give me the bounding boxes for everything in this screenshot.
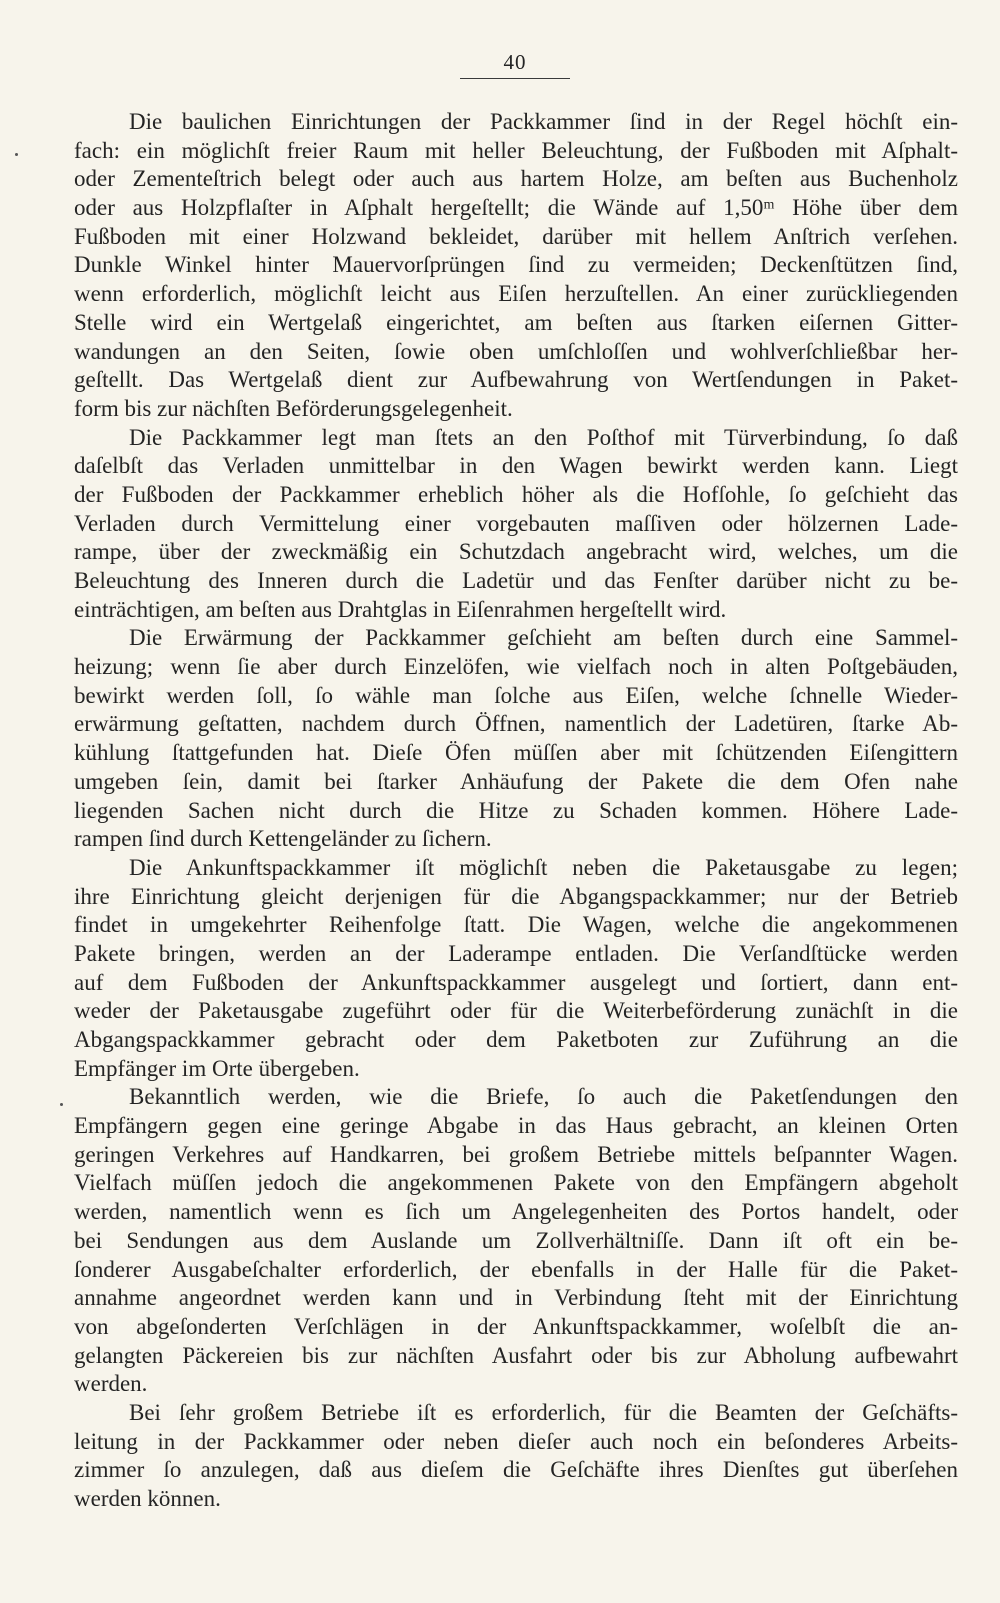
text-line: Vielfach müſſen jedoch die angekommenen Pakete von den Empfängern abgeholt	[74, 1170, 958, 1196]
text-line: rampe, über der zweckmäßig ein Schutzdach angebracht wird, welches, um die	[74, 539, 958, 565]
text-line: werden können.	[74, 1486, 221, 1511]
text-line: Verladen durch Vermittelung einer vorgebauten maſſiven oder hölzernen Lade-	[74, 510, 958, 536]
text-line: form bis zur nächſten Beförderungsgelegenheit.	[74, 395, 513, 421]
text-line: bewirkt werden ſoll, ſo wähle man ſolche aus Eiſen, welche ſchnelle Wieder-	[74, 682, 958, 708]
text-line: heizung; wenn ſie aber durch Einzelöfen, wie vielfach noch in alten Poſtgebäuden,	[74, 654, 958, 680]
text-line: kühlung ſtattgefunden hat. Dieſe Öfen müſſen aber mit ſchützenden Eiſengittern	[74, 740, 958, 766]
text-line: daſelbſt das Verladen unmittelbar in den Wagen bewirkt werden kann. Liegt	[74, 453, 958, 479]
text-line: werden.	[74, 1371, 148, 1397]
text-line: umgeben ſein, damit bei ſtarker Anhäufung der Pakete die dem Ofen nahe	[74, 768, 958, 794]
text-line: weder der Paketausgabe zugeführt oder für die Weiterbeförderung zunächſt in die	[74, 998, 958, 1024]
text-line: leitung in der Packkammer oder neben dieſer auch noch ein beſonderes Arbeits-	[74, 1428, 958, 1454]
text-line: Fußboden mit einer Holzwand bekleidet, darüber mit hellem Anſtrich verſehen.	[74, 223, 958, 249]
text-line: oder Zementeſtrich belegt oder auch aus hartem Holze, am beſten aus Buchenholz	[74, 166, 958, 192]
text-line: Empfänger im Orte übergeben.	[74, 1055, 360, 1081]
text-line: wandungen an den Seiten, ſowie oben umſchloſſen und wohlverſchließbar her-	[74, 338, 958, 364]
text-line: von abgeſonderten Verſchlägen in der Ankunftspackkammer, woſelbſt die an-	[74, 1313, 958, 1339]
text-line: werden, namentlich wenn es ſich um Angelegenheiten des Portos handelt, oder	[74, 1199, 958, 1225]
text-line: rampen ſind durch Kettengeländer zu ſichern.	[74, 826, 492, 852]
text-line: wenn erforderlich, möglichſt leicht aus Eiſen herzuſtellen. An einer zurückliegenden	[74, 281, 958, 307]
text-line: annahme angeordnet werden kann und in Verbindung ſteht mit der Einrichtung	[74, 1285, 958, 1311]
text-line: Pakete bringen, werden an der Laderampe entladen. Die Verſandſtücke werden	[74, 940, 958, 966]
text-line: bei Sendungen aus dem Auslande um Zollverhältniſſe. Dann iſt oft ein be-	[74, 1227, 958, 1253]
text-line: Abgangspackkammer gebracht oder dem Paketboten zur Zuführung an die	[74, 1027, 958, 1052]
text-line: gelangten Päckereien bis zur nächſten Ausfahrt oder bis zur Abholung aufbewahrt	[74, 1342, 958, 1368]
text-line: geſtellt. Das Wertgelaß dient zur Aufbewahrung von Wertſendungen in Paket-	[74, 367, 958, 393]
text-line: Empfängern gegen eine geringe Abgabe in das Haus gebracht, an kleinen Orten	[74, 1113, 958, 1139]
text-line: der Fußboden der Packkammer erheblich höher als die Hofſohle, ſo geſchieht das	[74, 481, 958, 507]
body-text	[74, 108, 958, 1514]
paper-speck	[15, 153, 18, 156]
text-line: Die Packkammer legt man ſtets an den Poſthof mit Türverbindung, ſo daß	[129, 424, 958, 450]
text-line: erwärmung geſtatten, nachdem durch Öffnen, namentlich der Ladetüren, ſtarke Ab-	[74, 711, 958, 737]
text-line: Beleuchtung des Inneren durch die Ladetür und das Fenſter darüber nicht zu be-	[74, 568, 958, 593]
text-line: Die Ankunftspackkammer iſt möglichſt neben die Paketausgabe zu legen;	[129, 854, 958, 880]
page-number: 40	[503, 50, 527, 74]
text-line: einträchtigen, am beſten aus Drahtglas in Eiſenrahmen hergeſtellt wird.	[74, 596, 727, 622]
text-line: Dunkle Winkel hinter Mauervorſprüngen ſind zu vermeiden; Deckenſtützen ſind,	[74, 252, 958, 278]
text-line: oder aus Holzpflaſter in Aſphalt hergeſtellt; die Wände auf 1,50ᵐ Höhe über dem	[74, 195, 958, 221]
text-line: liegenden Sachen nicht durch die Hitze zu Schaden kommen. Höhere Lade-	[74, 797, 958, 823]
text-line: Die baulichen Einrichtungen der Packkammer ſind in der Regel höchſt ein-	[129, 109, 958, 134]
page-number-rule	[460, 78, 570, 79]
text-line: zimmer ſo anzulegen, daß aus dieſem die Geſchäfte ihres Dienſtes gut überſehen	[74, 1457, 958, 1483]
text-line: geringen Verkehres auf Handkarren, bei großem Betriebe mittels beſpannter Wagen.	[74, 1141, 958, 1167]
text-line: Die Erwärmung der Packkammer geſchieht am beſten durch eine Sammel-	[129, 625, 958, 651]
text-line: findet in umgekehrter Reihenfolge ſtatt. Die Wagen, welche die angekommenen	[74, 912, 958, 938]
text-line: Bekanntlich werden, wie die Briefe, ſo auch die Paketſendungen den	[129, 1084, 958, 1110]
text-line: auf dem Fußboden der Ankunftspackkammer ausgelegt und ſortiert, dann ent-	[74, 969, 958, 995]
text-line: fach: ein möglichſt freier Raum mit heller Beleuchtung, der Fußboden mit Aſphalt-	[74, 137, 958, 163]
text-line: Bei ſehr großem Betriebe iſt es erforderlich, für die Beamten der Geſchäfts-	[129, 1399, 958, 1425]
text-line: Stelle wird ein Wertgelaß eingerichtet, am beſten aus ſtarken eiſernen Gitter-	[74, 309, 958, 335]
paper-speck	[60, 1103, 63, 1106]
text-line: ſonderer Ausgabeſchalter erforderlich, der ebenfalls in der Halle für die Paket-	[74, 1256, 958, 1282]
text-line: ihre Einrichtung gleicht derjenigen für die Abgangspackkammer; nur der Betrieb	[74, 883, 958, 909]
